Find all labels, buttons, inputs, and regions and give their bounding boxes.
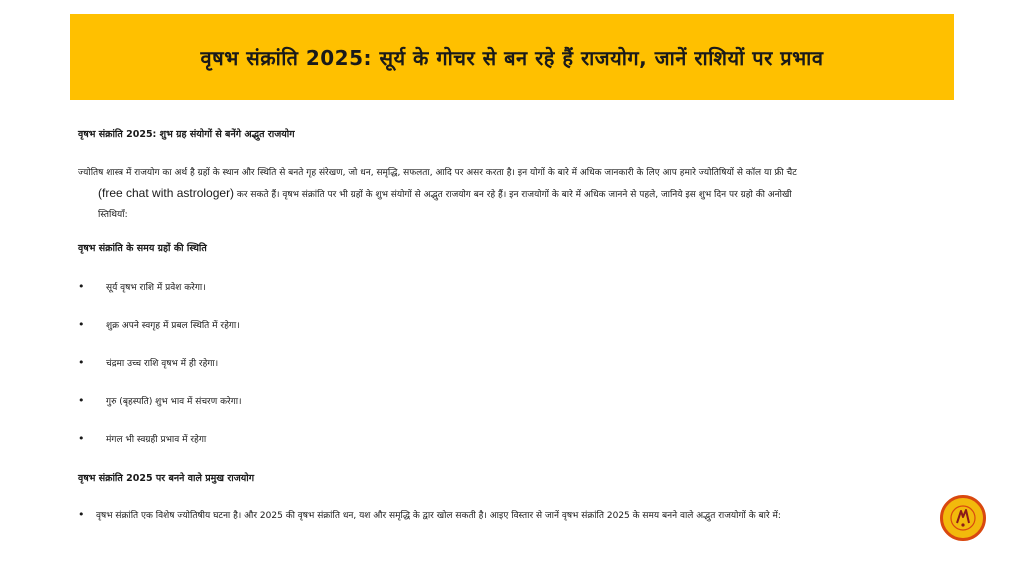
title-banner (70, 14, 954, 100)
section-heading-rajyog: वृषभ संक्रांति 2025: शुभ ग्रह संयोगों से बनेंगे अद्भुत राजयोग (78, 129, 295, 140)
bullet-icon: • (78, 432, 85, 445)
list-item (78, 508, 781, 521)
paragraph-line-2-text: कर सकते हैं। वृषभ संक्रांति पर भी ग्रहों के शुभ संयोगों से अद्भुत राजयोग बन रहे हैं। इन राजयोगों के बारे में अधिक जानने से पहले, जानिये इस शुभ दिन पर ग्रहो की अनोखी (234, 190, 792, 200)
astrology-logo-icon (940, 495, 986, 541)
list-item-text: चंद्रमा उच्च राशि वृषभ में ही रहेगा। (106, 359, 219, 369)
list-item (78, 394, 242, 407)
paragraph-line-2 (78, 183, 948, 205)
list-item-text: सूर्य वृषभ राशि में प्रवेश करेगा। (106, 283, 206, 293)
list-item (78, 280, 206, 293)
bullet-icon: • (78, 280, 85, 293)
page-title: वृषभ संक्रांति 2025: सूर्य के गोचर से बन रहे हैं राजयोग, जानें राशियों पर प्रभाव (200, 45, 824, 70)
section-heading-planets: वृषभ संक्रांति के समय ग्रहों की स्थिति (78, 243, 207, 254)
list-item-text: शुक्र अपने स्वगृह में प्रबल स्थिति में रहेगा। (106, 321, 240, 331)
bullet-icon: • (78, 394, 85, 407)
paragraph-line-3: स्तिथियाँ: (98, 210, 128, 220)
list-item-text: गुरु (बृहस्पति) शुभ भाव में संचरण करेगा। (106, 397, 242, 407)
list-item (78, 318, 240, 331)
bullet-icon: • (78, 318, 85, 331)
logo-glyph (948, 503, 978, 533)
intro-paragraph (78, 163, 948, 225)
section-heading-major-rajyog: वृषभ संक्रांति 2025 पर बनने वाले प्रमुख राजयोग (78, 473, 255, 484)
paragraph-line-1: ज्योतिष शास्त्र में राजयोग का अर्थ है ग्रहों के स्थान और स्थिति से बनते गृह संरेखण, जो धन, समृद्धि, सफलता, आदि पर असर करता है। इन योगों के बारे में अधिक जानकारी के लिए आप हमारे ज्योतिषियों से कॉल या फ्री चैट (78, 168, 797, 178)
free-chat-link[interactable]: (free chat with astrologer) (98, 186, 235, 200)
list-item (78, 356, 218, 369)
list-item-text: मंगल भी स्वग्रही प्रभाव में रहेगा (106, 435, 207, 445)
bullet-icon: • (78, 508, 85, 521)
list-item (78, 432, 206, 445)
list-item-text: वृषभ संक्रांति एक विशेष ज्योतिषीय घटना है। और 2025 की वृषभ संक्रांति धन, यश और समृद्धि के द्वार खोल सकती है। आइए विस्तार से जानें वृषभ संक्रांति 2025 के समय बनने वाले अद्भुत राजयोगों के बारे में: (96, 511, 781, 521)
bullet-icon: • (78, 356, 85, 369)
